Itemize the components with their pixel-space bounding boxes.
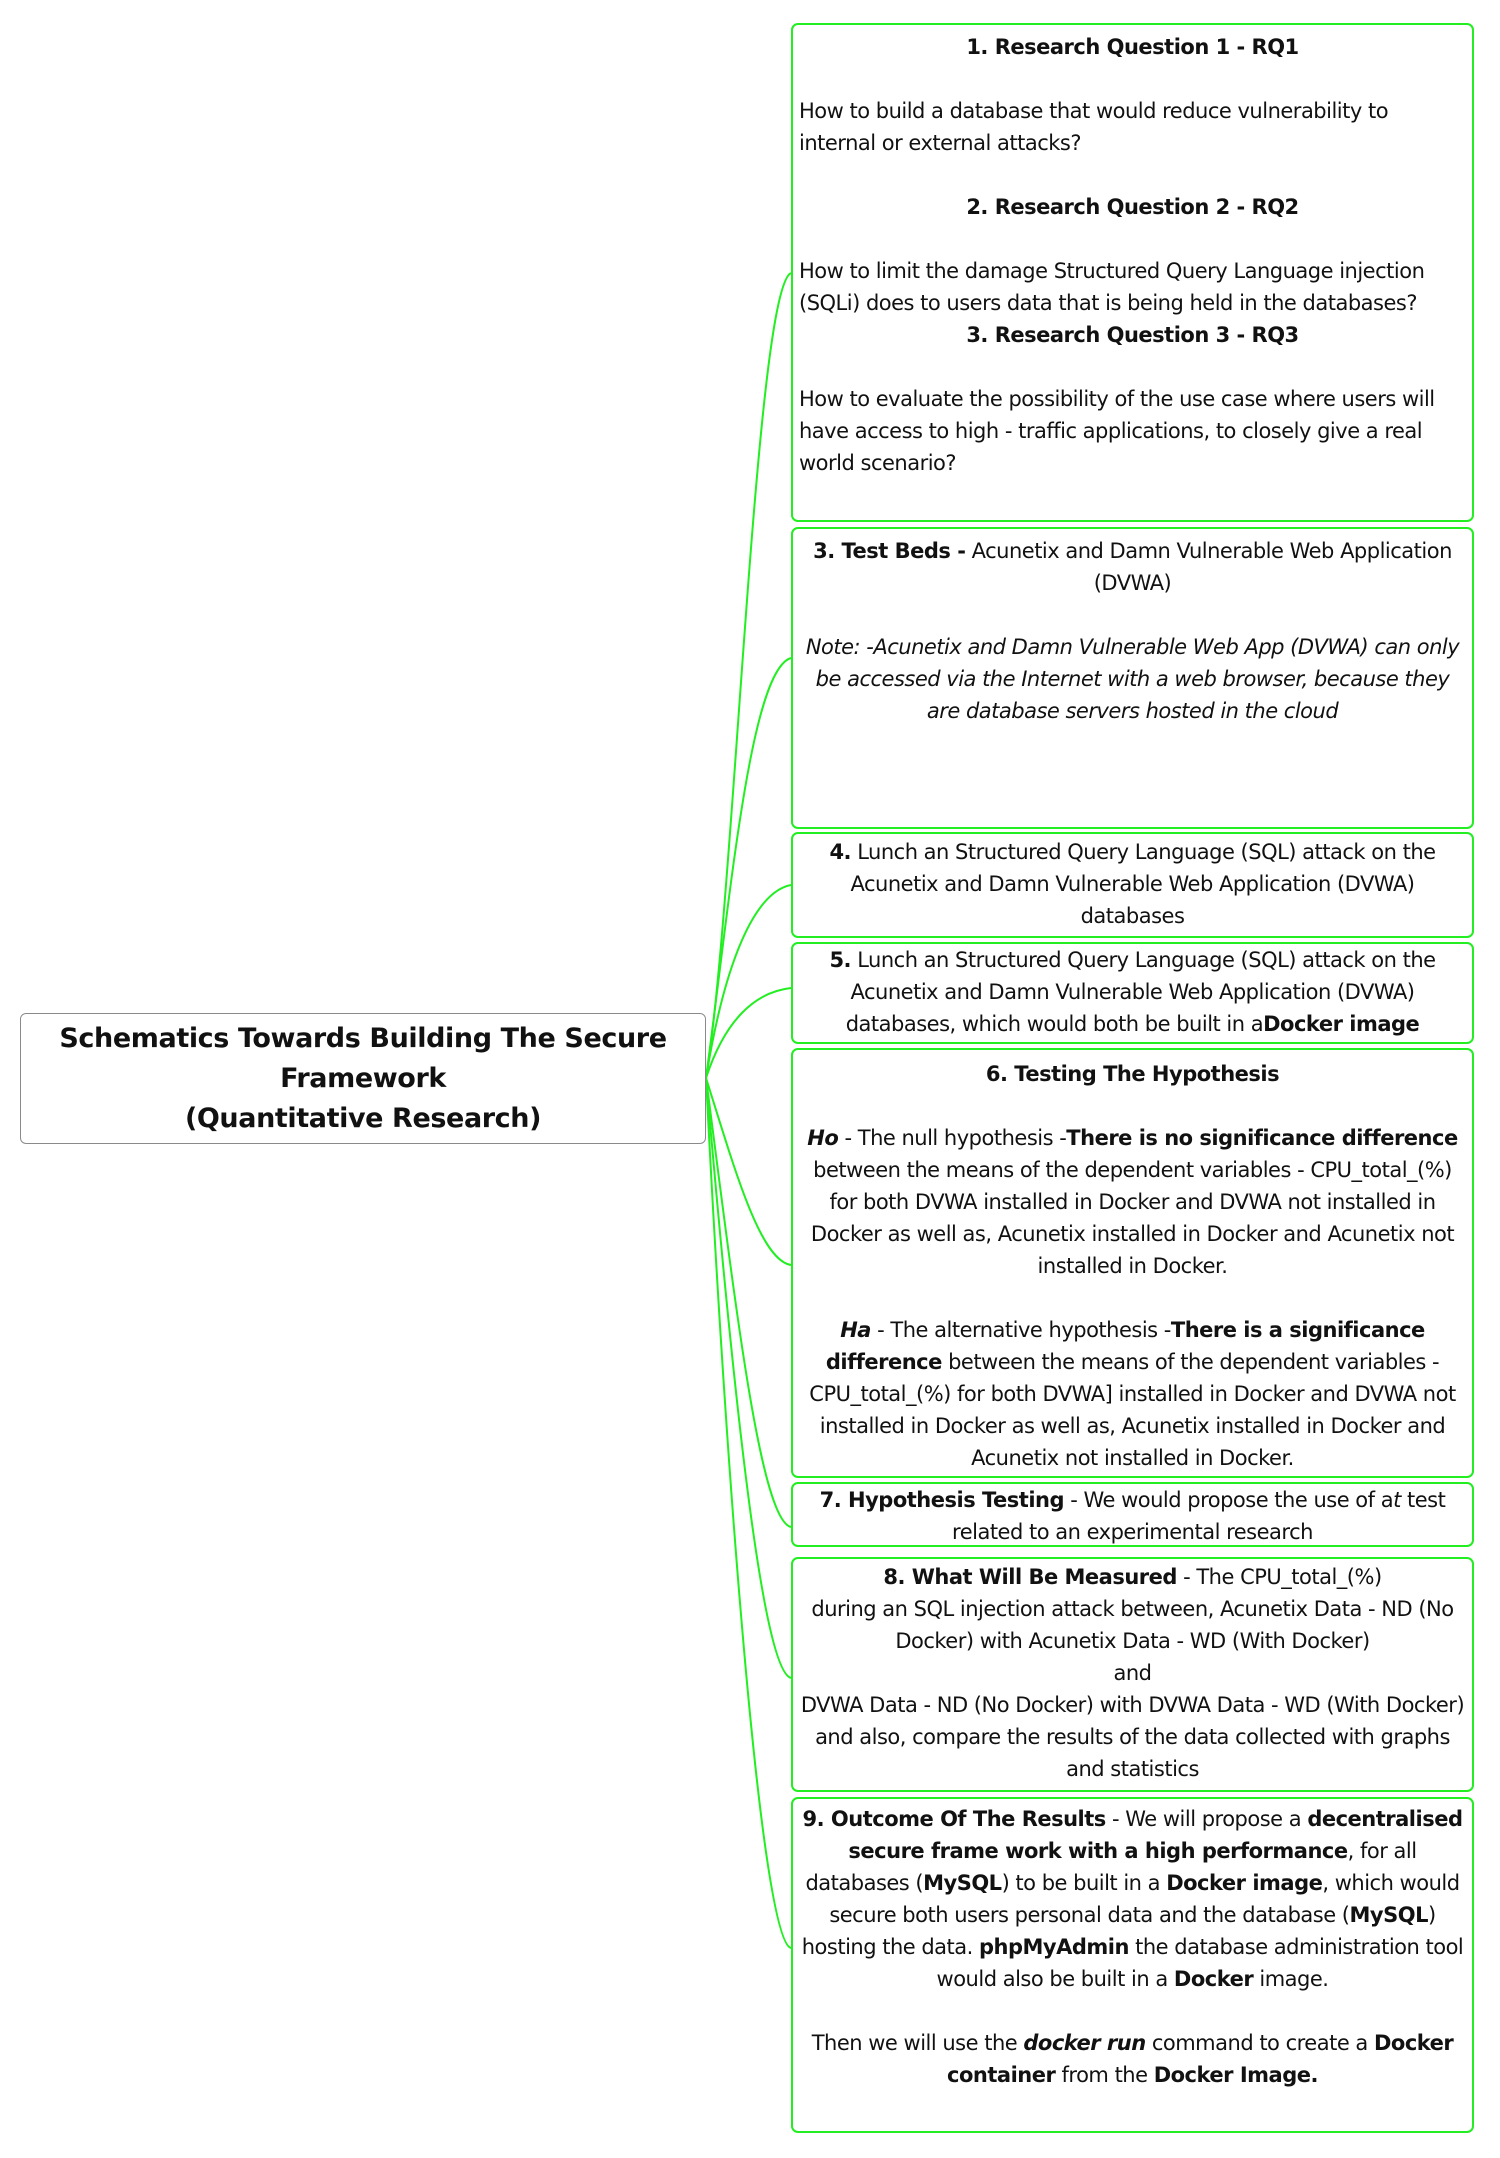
test-beds-heading — [799, 535, 1466, 599]
step8-line3: and — [1113, 1661, 1152, 1685]
ha-prefix: - The alternative hypothesis - — [870, 1318, 1171, 1342]
step8-line1: - The CPU_total_(%) — [1176, 1565, 1382, 1589]
alternative-hypothesis — [799, 1314, 1466, 1474]
node-step4-sql-attack[interactable] — [791, 832, 1474, 938]
ho-prefix: - The null hypothesis - — [838, 1126, 1067, 1150]
central-title-line2: Framework — [280, 1062, 446, 1094]
connector-to-research-questions — [706, 273, 791, 1078]
ha-label: Ha — [840, 1318, 871, 1342]
step5-text: Lunch an Structured Query Language (SQL) attack on the Acunetix and Damn Vulnerable Web Application (DVWA) databases, which would both be built in a — [845, 948, 1436, 1036]
ha-text: between the means of the dependent variables - CPU_total_(%) for both DVWA] installed in Docker and DVWA not installed in Docker as well as, Acunetix installed in Docker and Acunetix not installed in Docker. — [809, 1350, 1456, 1470]
central-topic-node[interactable] — [20, 1013, 706, 1144]
step9-title: 9. Outcome Of The Results — [802, 1807, 1106, 1831]
step9-docker-run: docker run — [1023, 2031, 1146, 2055]
step9-docker-container: Docker container — [947, 2031, 1454, 2087]
central-title-line3: (Quantitative Research) — [184, 1102, 542, 1134]
step9-docker-image: Docker Image. — [1153, 2063, 1318, 2087]
connector-to-step7 — [706, 1078, 791, 1527]
test-beds-note: Note: -Acunetix and Damn Vulnerable Web App (DVWA) can only be accessed via the Internet with a web browser, because they are database servers hosted in the cloud — [805, 635, 1460, 723]
connector-to-step4 — [706, 885, 791, 1078]
node-step9-outcome[interactable] — [791, 1797, 1474, 2133]
step9-p2-t3: from the — [1055, 2063, 1154, 2087]
step9-t3: ) to be built in a — [1001, 1871, 1167, 1895]
ho-bold: There is no significance difference — [1066, 1126, 1458, 1150]
ha-bold: There is a significance difference — [825, 1318, 1425, 1374]
step5-number: 5. — [829, 948, 852, 972]
step9-t4: , which would secure both users personal data and the database ( — [829, 1871, 1460, 1927]
node-step6-testing-hypothesis[interactable] — [791, 1048, 1474, 1478]
step8-title: 8. What Will Be Measured — [883, 1565, 1177, 1589]
step9-t6: the database administration tool would also be built in a — [936, 1935, 1464, 1991]
step9-p2-t2: command to create a — [1145, 2031, 1374, 2055]
step9-b3: Docker image — [1166, 1871, 1323, 1895]
step6-title: 6. Testing The Hypothesis — [985, 1062, 1280, 1086]
connector-to-step8 — [706, 1078, 791, 1678]
step7-text-block — [799, 1484, 1466, 1548]
rq3-title: 3. Research Question 3 - RQ3 — [966, 323, 1299, 347]
ho-label: Ho — [807, 1126, 839, 1150]
node-step7-hypothesis-testing[interactable] — [791, 1482, 1474, 1547]
step7-t: t — [1393, 1488, 1401, 1512]
step8-line2: during an SQL injection attack between, Acunetix Data - ND (No Docker) with Acunetix Data - WD (With Docker) — [811, 1597, 1454, 1653]
connector-to-step9 — [706, 1078, 791, 1948]
step8-heading — [799, 1561, 1466, 1593]
step9-t2: , for all databases ( — [805, 1839, 1417, 1895]
step9-t1: - We will propose a — [1105, 1807, 1308, 1831]
node-test-beds[interactable] — [791, 527, 1474, 829]
connector-to-step5 — [706, 988, 791, 1078]
rq1-text: How to build a database that would reduce vulnerability to internal or external attacks? — [799, 99, 1389, 155]
ho-text: between the means of the dependent variables - CPU_total_(%) for both DVWA installed in Docker and DVWA not installed in Docker as well as, Acunetix installed in Docker and Acunetix not installed in Docker. — [810, 1158, 1455, 1278]
step8-line4: DVWA Data - ND (No Docker) with DVWA Data - WD (With Docker) and also, compare the results of the data collected with graphs and statistics — [800, 1693, 1465, 1781]
step5-docker-image: Docker image — [1263, 1012, 1420, 1036]
step9-b1: decentralised secure frame work with a high performance — [848, 1807, 1463, 1863]
step9-t7: image. — [1253, 1967, 1329, 1991]
step9-paragraph1 — [799, 1803, 1466, 1995]
central-title-line1: Schematics Towards Building The Secure — [59, 1022, 667, 1054]
step9-b2: MySQL — [923, 1871, 1002, 1895]
node-step5-sql-attack-docker[interactable] — [791, 942, 1474, 1044]
test-beds-title: 3. Test Beds - — [813, 539, 966, 563]
step4-text-block — [799, 836, 1466, 932]
step9-b5: phpMyAdmin — [979, 1935, 1129, 1959]
rq3-text: How to evaluate the possibility of the use case where users will have access to high - traffic applications, to closely give a real world scenario? — [799, 387, 1435, 475]
node-step8-what-measured[interactable] — [791, 1557, 1474, 1792]
connector-to-test-beds — [706, 658, 791, 1078]
rq2-title: 2. Research Question 2 - RQ2 — [966, 195, 1299, 219]
connector-to-step6 — [706, 1078, 791, 1265]
step9-p2-t1: Then we will use the — [811, 2031, 1024, 2055]
rq1-title: 1. Research Question 1 - RQ1 — [966, 35, 1299, 59]
test-beds-text: Acunetix and Damn Vulnerable Web Application (DVWA) — [965, 539, 1452, 595]
node-research-questions[interactable] — [791, 23, 1474, 522]
step9-paragraph2 — [799, 2027, 1466, 2091]
step7-text: - We would propose the use of a — [1064, 1488, 1394, 1512]
step9-b4: MySQL — [1349, 1903, 1428, 1927]
rq2-text: How to limit the damage Structured Query Language injection (SQLi) does to users data that is being held in the databases? — [799, 259, 1425, 315]
step4-text: Lunch an Structured Query Language (SQL) attack on the Acunetix and Damn Vulnerable Web Application (DVWA) databases — [850, 840, 1436, 928]
step5-text-block — [799, 944, 1466, 1040]
step4-number: 4. — [829, 840, 852, 864]
step7-title: 7. Hypothesis Testing — [819, 1488, 1065, 1512]
null-hypothesis — [799, 1122, 1466, 1282]
step9-t5: ) hosting the data. — [801, 1903, 1436, 1959]
step9-b6: Docker — [1173, 1967, 1254, 1991]
step7-text2: test related to an experimental research — [952, 1488, 1446, 1544]
